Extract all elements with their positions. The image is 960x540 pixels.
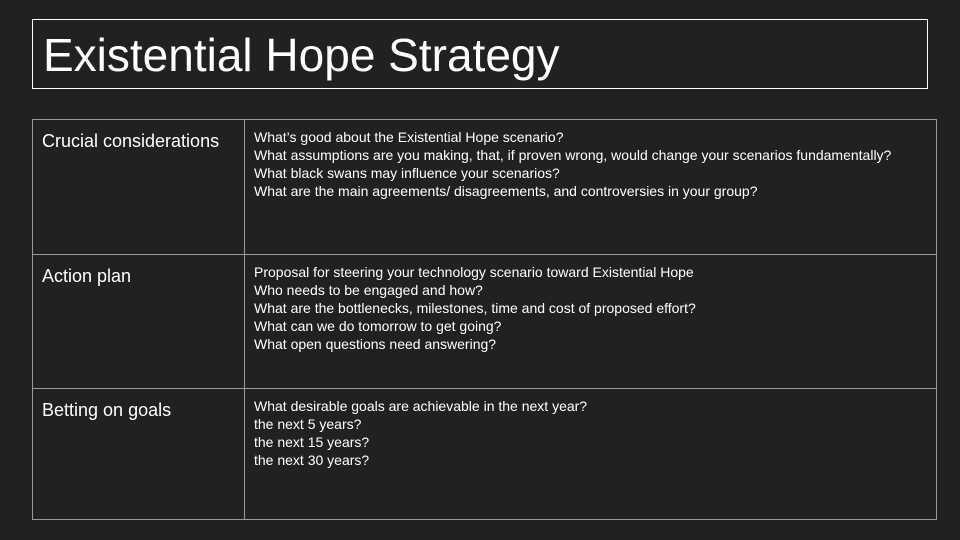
question-line: What’s good about the Existential Hope scenario? xyxy=(254,129,564,145)
row-label-cell xyxy=(33,255,245,389)
table-row-action-plan xyxy=(33,255,937,389)
table-row-crucial-considerations xyxy=(33,120,937,255)
slide-title: Existential Hope Strategy xyxy=(43,29,560,81)
strategy-table xyxy=(32,119,937,520)
title-box xyxy=(32,19,928,89)
row-content-cell xyxy=(245,255,937,389)
question-line: What desirable goals are achievable in the next year? xyxy=(254,398,588,414)
question-line: What can we do tomorrow to get going? xyxy=(254,318,502,334)
question-line: What black swans may influence your scenarios? xyxy=(254,165,560,181)
row-label: Crucial considerations xyxy=(42,131,220,151)
row-content-cell xyxy=(245,120,937,255)
question-line: the next 30 years? xyxy=(254,452,370,468)
question-line: What open questions need answering? xyxy=(254,336,497,352)
question-line: Who needs to be engaged and how? xyxy=(254,282,483,298)
row-label-cell xyxy=(33,120,245,255)
question-line: What assumptions are you making, that, if proven wrong, would change your scenarios fundamentally? xyxy=(254,147,892,163)
question-line: Proposal for steering your technology scenario toward Existential Hope xyxy=(254,264,694,280)
row-label: Action plan xyxy=(42,266,132,286)
question-line: the next 15 years? xyxy=(254,434,370,450)
row-content-cell xyxy=(245,389,937,520)
row-label: Betting on goals xyxy=(42,400,172,420)
question-line: What are the bottlenecks, milestones, time and cost of proposed effort? xyxy=(254,300,696,316)
question-line: the next 5 years? xyxy=(254,416,362,432)
question-line: What are the main agreements/ disagreements, and controversies in your group? xyxy=(254,183,758,199)
row-label-cell xyxy=(33,389,245,520)
table-row-betting-on-goals xyxy=(33,389,937,520)
